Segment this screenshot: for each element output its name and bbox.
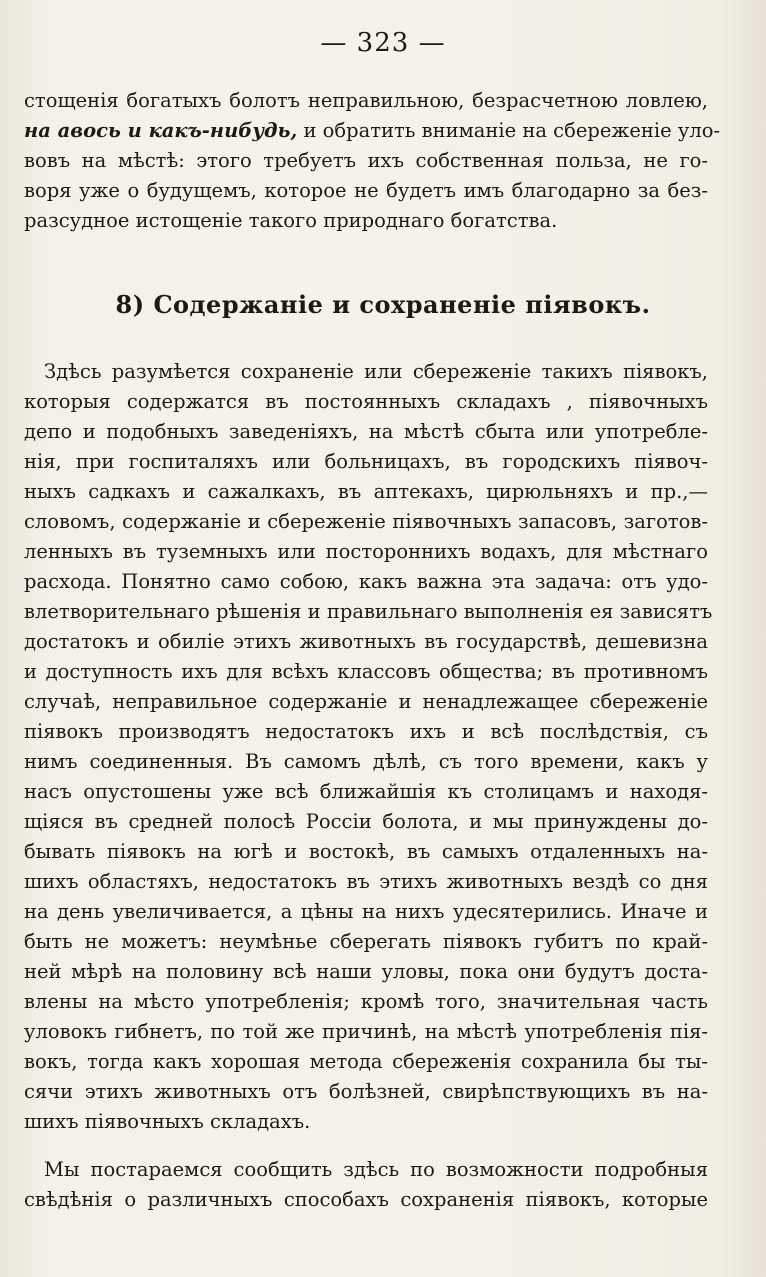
text-line: воря уже о будущемъ, которое не будетъ имъ благодарно за без-	[24, 179, 708, 202]
text-line: ней мѣрѣ на половину всѣ наши уловы, пока они будутъ доста-	[24, 960, 708, 983]
text-line: вовъ на мѣстѣ: этого требуетъ ихъ собственная польза, не го-	[24, 149, 708, 172]
text-line: шихъ областяхъ, недостатокъ въ этихъ животныхъ вездѣ со дня	[24, 870, 708, 893]
text-line: насъ опустошены уже всѣ ближайшія къ столицамъ и находя-	[24, 780, 708, 803]
text-line: уловокъ гибнетъ, по той же причинѣ, на мѣстѣ употребленія пія-	[24, 1020, 708, 1043]
text-line: случаѣ, неправильное содержаніе и ненадлежащее сбереженіе	[24, 690, 708, 713]
text-line: словомъ, содержаніе и сбереженіе піявочныхъ запасовъ, заготов-	[24, 510, 708, 533]
text-line: Здѣсь разумѣется сохраненіе или сбереженіе такихъ піявокъ,	[44, 360, 708, 383]
text-line: которыя содержатся въ постоянныхъ складахъ , піявочныхъ	[24, 390, 708, 413]
text-line: сячи этихъ животныхъ отъ болѣзней, свирѣпствующихъ въ на-	[24, 1080, 708, 1103]
text-line: на день увеличивается, а цѣны на нихъ удесятерились. Иначе и	[24, 900, 708, 923]
text-line: піявокъ производятъ недостатокъ ихъ и всѣ послѣдствія, съ	[24, 720, 708, 743]
text-line: и доступность ихъ для всѣхъ классовъ общества; въ противномъ	[24, 660, 708, 683]
page-number: — 323 —	[320, 28, 446, 58]
text-line	[24, 116, 721, 146]
text-span: и обратить вниманіе на сбереженіе уло-	[303, 119, 721, 142]
text-line: достатокъ и обиліе этихъ животныхъ въ государствѣ, дешевизна	[24, 630, 708, 653]
text-line: влены на мѣсто употребленія; кромѣ того, значительная часть	[24, 990, 708, 1013]
text-line: бывать піявокъ на югѣ и востокѣ, въ самыхъ отдаленныхъ на-	[24, 840, 708, 863]
text-line: ныхъ садкахъ и сажалкахъ, въ аптекахъ, цирюльняхъ и пр.,—	[24, 480, 708, 503]
text-line: нія, при госпиталяхъ или больницахъ, въ городскихъ піявоч-	[24, 450, 708, 473]
text-line: шихъ піявочныхъ складахъ.	[24, 1110, 311, 1133]
section-heading: 8) Содержаніе и сохраненіе піявокъ.	[115, 290, 651, 319]
text-line: быть не можетъ: неумѣнье сберегать піявокъ губитъ по край-	[24, 930, 708, 953]
text-line: вокъ, тогда какъ хорошая метода сбереженія сохранила бы ты-	[24, 1050, 708, 1073]
text-line: нимъ соединенныя. Въ самомъ дѣлѣ, съ того времени, какъ у	[24, 750, 708, 773]
italic-phrase: на авось и какъ-нибудь,	[24, 119, 298, 142]
text-line: влетворительнаго рѣшенія и правильнаго выполненія ея зависятъ	[24, 600, 713, 623]
text-line: депо и подобныхъ заведеніяхъ, на мѣстѣ сбыта или употребле-	[24, 420, 708, 443]
text-line: стощенія богатыхъ болотъ неправильною, безрасчетною ловлею,	[24, 89, 708, 112]
text-line: расхода. Понятно само собою, какъ важна эта задача: отъ удо-	[24, 570, 708, 593]
text-line: щіяся въ средней полосѣ Россіи болота, и мы принуждены до-	[24, 810, 708, 833]
text-line: свѣдѣнія о различныхъ способахъ сохраненія піявокъ, которые	[24, 1188, 708, 1211]
text-line: разсудное истощеніе такого природнаго богатства.	[24, 209, 558, 232]
text-line: ленныхъ въ туземныхъ или постороннихъ водахъ, для мѣстнаго	[24, 540, 708, 563]
text-line: Мы постараемся сообщить здѣсь по возможности подробныя	[44, 1158, 708, 1181]
